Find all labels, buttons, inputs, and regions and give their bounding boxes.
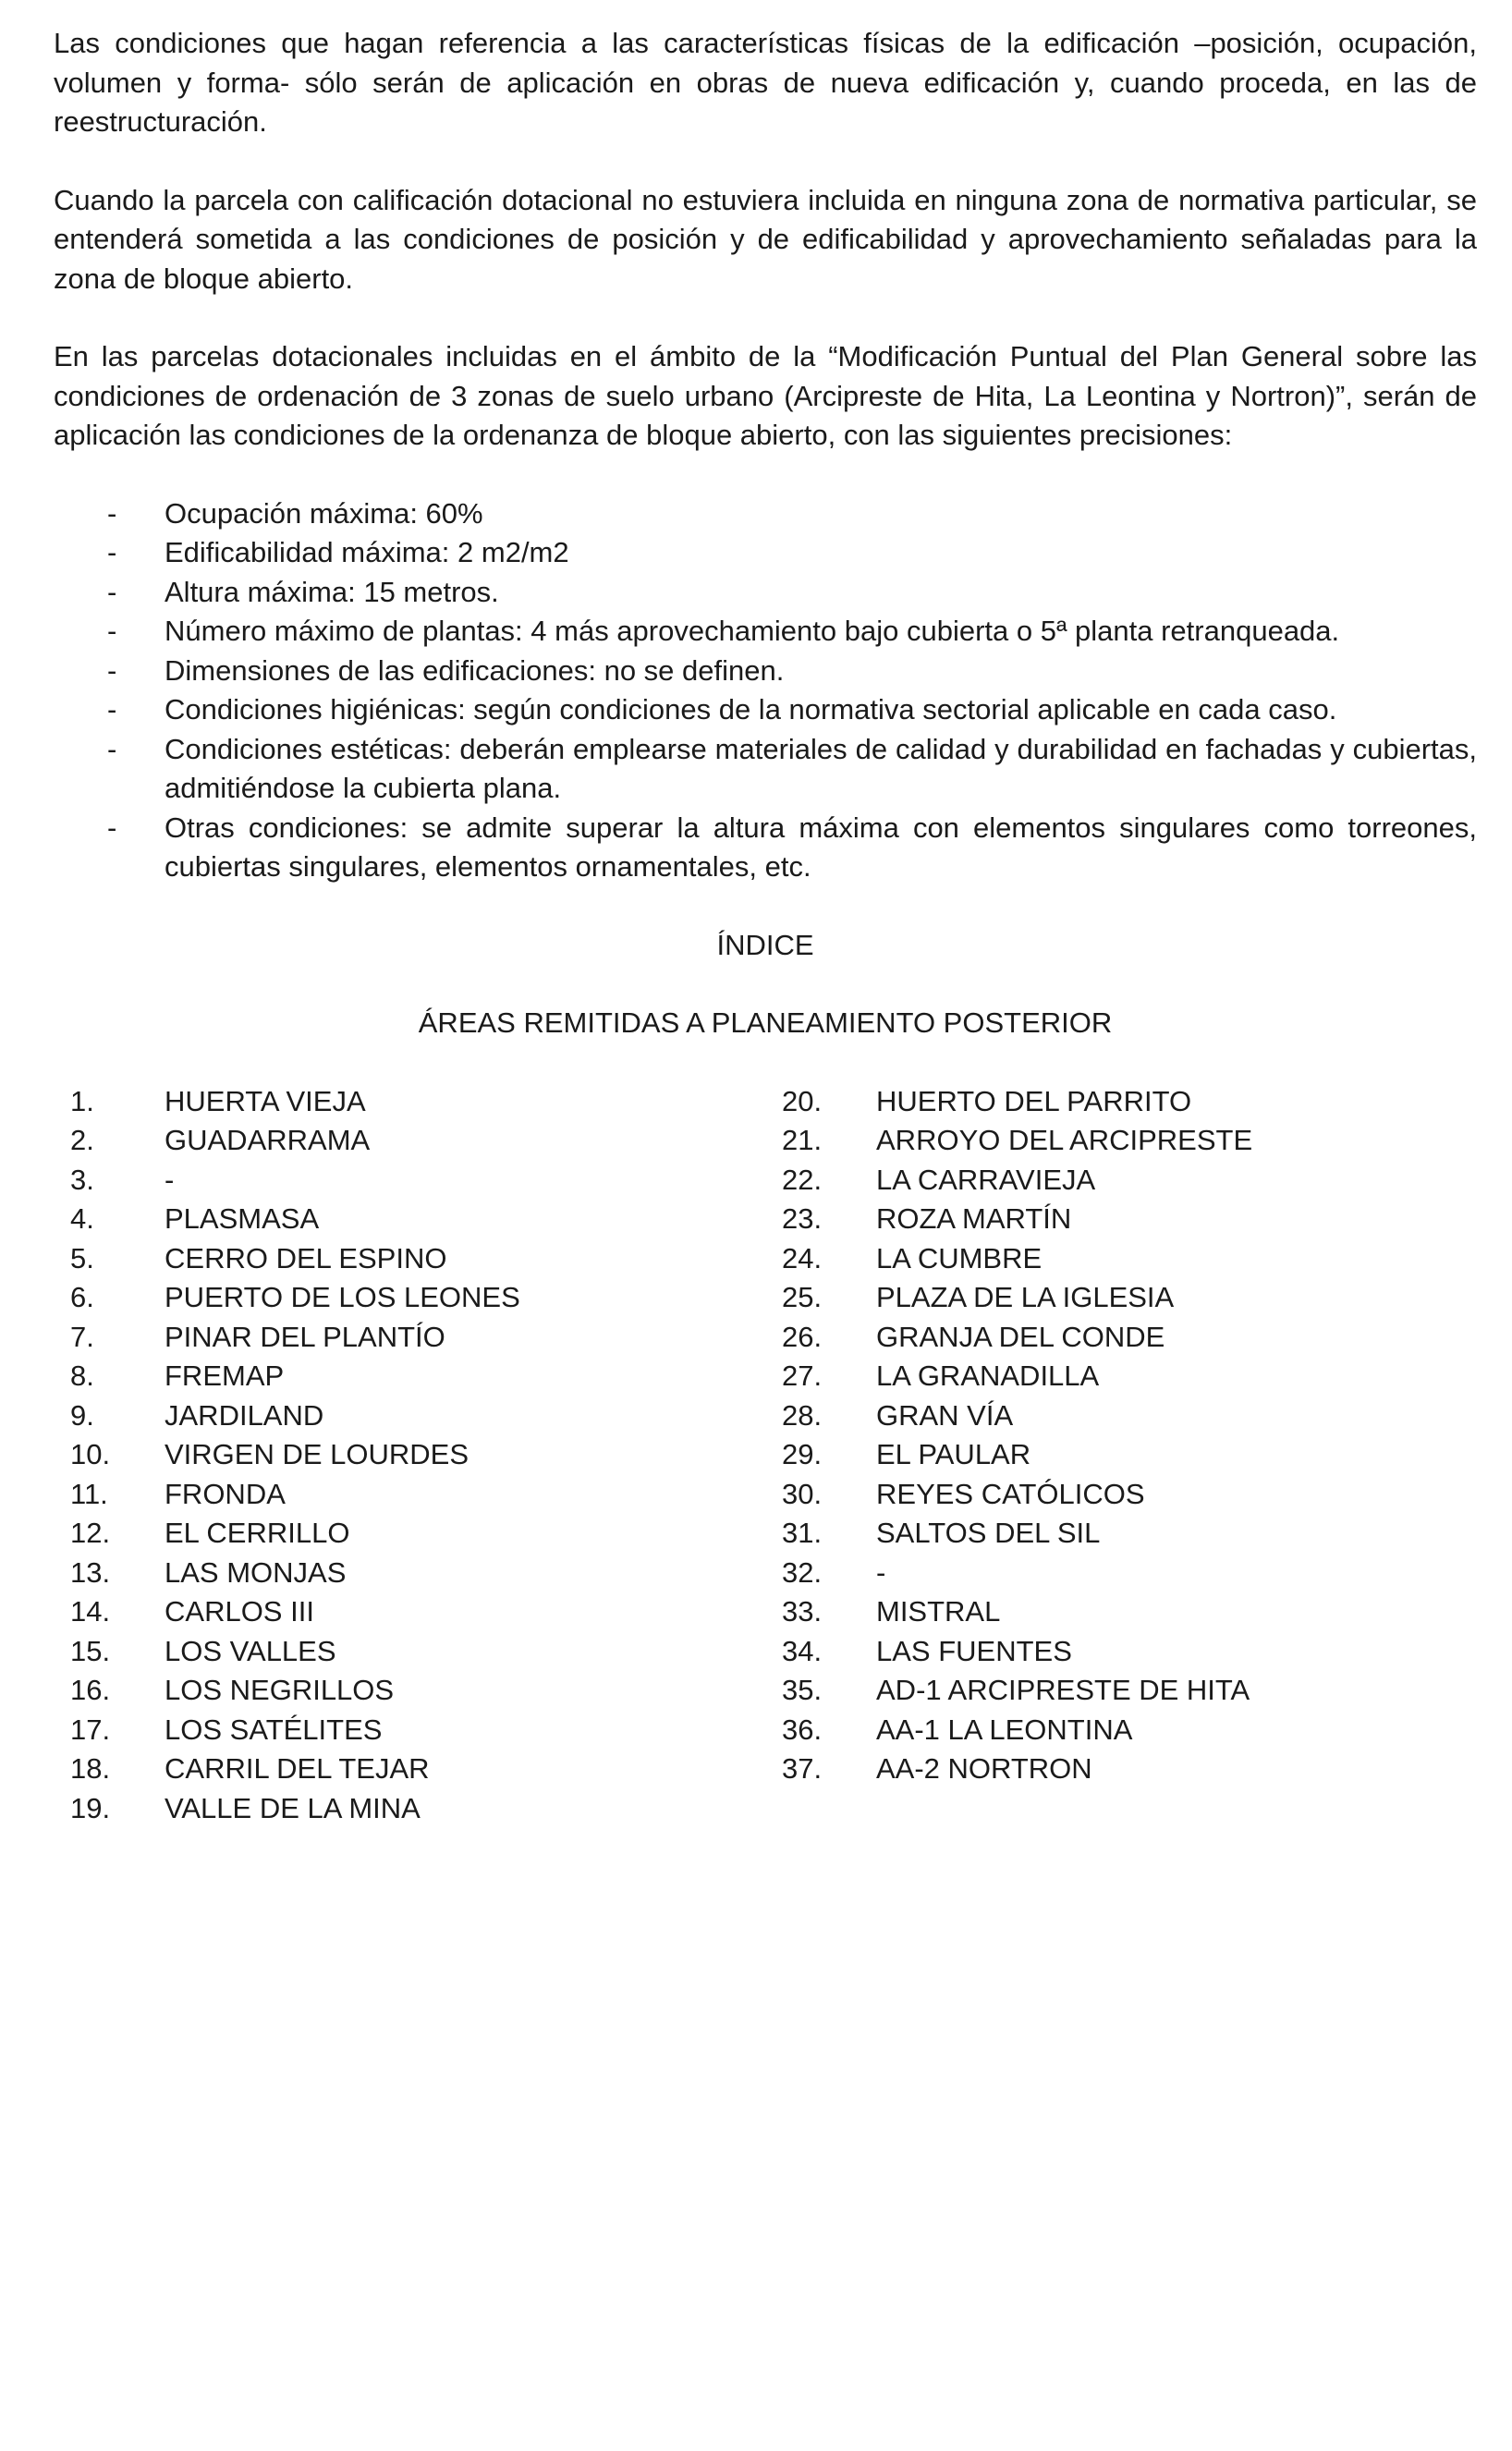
index-entry-name: CARRIL DEL TEJAR <box>165 1752 430 1785</box>
index-entry <box>54 1475 765 1515</box>
index-entry <box>54 1396 765 1436</box>
index-entry-name: LOS SATÉLITES <box>165 1713 383 1746</box>
index-entry-number: 32. <box>782 1555 823 1589</box>
list-item-text: Otras condiciones: se admite superar la altura máxima con elementos singulares como torreones, cubiertas singulares, elementos ornamentales, etc. <box>165 811 1477 883</box>
index-entry <box>765 1592 1477 1632</box>
index-entry-name: HUERTA VIEJA <box>165 1084 366 1117</box>
index-entry-name: - <box>165 1163 175 1196</box>
index-entry-name: LOS NEGRILLOS <box>165 1674 395 1706</box>
index-entry <box>54 1278 765 1318</box>
list-item <box>54 533 1477 573</box>
index-entry-name: EL CERRILLO <box>165 1517 350 1549</box>
list-item-text: Condiciones estéticas: deberán emplearse materiales de calidad y durabilidad en fachadas y cubiertas, admitiéndose la cubierta plana. <box>165 732 1477 804</box>
index-entry-number: 5. <box>70 1241 94 1274</box>
index-entry-number: 36. <box>782 1713 823 1746</box>
index-entry-number: 37. <box>782 1752 823 1785</box>
index-entry-name: CERRO DEL ESPINO <box>165 1241 447 1274</box>
index-entry-name: PLAZA DE LA IGLESIA <box>876 1281 1175 1313</box>
paragraph-modificacion: En las parcelas dotacionales incluidas en el ámbito de la “Modificación Puntual del Plan General sobre las condiciones de ordenación de 3 zonas de suelo urbano (Arcipreste de Hita, La Leontina y Nortron)”, serán de aplicación las condiciones de la ordenanza de bloque abierto, con las siguientes precisiones: <box>54 340 1477 451</box>
index-entry-name: PUERTO DE LOS LEONES <box>165 1281 520 1313</box>
index-entry-number: 3. <box>70 1163 94 1196</box>
index-entry-number: 1. <box>70 1084 94 1117</box>
index-entry <box>765 1357 1477 1396</box>
index-entry-name: ARROYO DEL ARCIPRESTE <box>876 1124 1253 1156</box>
index-entry <box>54 1514 765 1554</box>
index-entry-name: PLASMASA <box>165 1202 320 1235</box>
bullet-marker: - <box>107 653 117 687</box>
index-entry-number: 34. <box>782 1634 823 1667</box>
index-entry-number: 31. <box>782 1517 823 1549</box>
index-entry-name: LAS MONJAS <box>165 1555 347 1589</box>
index-entry-name: SALTOS DEL SIL <box>876 1517 1101 1549</box>
index-entry <box>765 1396 1477 1436</box>
index-entry <box>54 1161 765 1201</box>
index-entry <box>765 1435 1477 1475</box>
index-entry-number: 17. <box>70 1713 111 1746</box>
list-item <box>54 652 1477 691</box>
index-entry-number: 4. <box>70 1202 94 1235</box>
index-entry-number: 15. <box>70 1634 111 1667</box>
index-entry-name: LA CUMBRE <box>876 1241 1043 1274</box>
index-entry-number: 11. <box>70 1477 108 1510</box>
index-entry <box>765 1278 1477 1318</box>
index-entry <box>54 1789 765 1829</box>
index-entry-number: 28. <box>782 1398 823 1432</box>
index-column-left <box>54 1082 765 1829</box>
index-title: ÍNDICE <box>716 928 814 961</box>
bullet-marker: - <box>107 693 117 726</box>
index-entry-number: 19. <box>70 1791 111 1824</box>
index-entry-number: 26. <box>782 1320 823 1353</box>
document-page <box>54 24 1477 1828</box>
index-entry <box>765 1750 1477 1789</box>
paragraph-conditions: Las condiciones que hagan referencia a las características físicas de la edificación –posición, ocupación, volumen y forma- sólo serán de aplicación en obras de nueva edificación y, cuando proceda, en las de reestructuración. <box>54 27 1477 138</box>
index-entry-name: PINAR DEL PLANTÍO <box>165 1320 445 1353</box>
index-entry-name: REYES CATÓLICOS <box>876 1477 1145 1510</box>
index-entry <box>765 1318 1477 1358</box>
index-entry-number: 14. <box>70 1595 111 1628</box>
index-entry-name: HUERTO DEL PARRITO <box>876 1084 1192 1117</box>
index-entry-name: JARDILAND <box>165 1398 324 1432</box>
index-entry-number: 9. <box>70 1398 94 1432</box>
index-entry-number: 6. <box>70 1281 94 1313</box>
index-entry <box>54 1750 765 1789</box>
index-entry-name: GRAN VÍA <box>876 1398 1014 1432</box>
index-entry <box>765 1121 1477 1161</box>
index-entry-number: 20. <box>782 1084 823 1117</box>
index-entry <box>765 1161 1477 1201</box>
list-item-text: Condiciones higiénicas: según condiciones de la normativa sectorial aplicable en cada caso. <box>165 693 1337 726</box>
index-entry-number: 29. <box>782 1438 823 1470</box>
index-entry-number: 22. <box>782 1163 823 1196</box>
index-entry-name: LOS VALLES <box>165 1634 336 1667</box>
index-entry-number: 24. <box>782 1241 823 1274</box>
list-item-text: Dimensiones de las edificaciones: no se definen. <box>165 653 785 687</box>
index-entry-name: AA-2 NORTRON <box>876 1752 1092 1785</box>
list-item <box>54 612 1477 652</box>
index-entry-number: 27. <box>782 1360 823 1392</box>
index-entry-name: AD-1 ARCIPRESTE DE HITA <box>876 1674 1250 1706</box>
index-entry <box>54 1200 765 1239</box>
index-entry <box>765 1082 1477 1122</box>
list-item <box>54 809 1477 887</box>
list-item <box>54 494 1477 534</box>
index-entry <box>54 1435 765 1475</box>
bullet-marker: - <box>107 615 117 647</box>
index-entry <box>54 1554 765 1593</box>
index-entry-name: MISTRAL <box>876 1595 1001 1628</box>
index-entry-number: 7. <box>70 1320 94 1353</box>
index-entry-name: VIRGEN DE LOURDES <box>165 1438 469 1470</box>
list-item-text: Número máximo de plantas: 4 más aprovechamiento bajo cubierta o 5ª planta retranqueada. <box>165 615 1340 647</box>
index-entry-name: - <box>876 1555 886 1589</box>
index-entry-name: LAS FUENTES <box>876 1634 1072 1667</box>
bullet-marker: - <box>107 732 117 765</box>
index-column-right <box>765 1082 1477 1829</box>
index-entry-name: LA GRANADILLA <box>876 1360 1100 1392</box>
bullet-marker: - <box>107 575 117 608</box>
index-entry-name: CARLOS III <box>165 1595 314 1628</box>
index-entry-number: 18. <box>70 1752 111 1785</box>
index-entry <box>765 1514 1477 1554</box>
index-entry <box>54 1671 765 1711</box>
index-entry <box>54 1632 765 1672</box>
index-entry-number: 2. <box>70 1124 94 1156</box>
index-entry-name: GUADARRAMA <box>165 1124 371 1156</box>
index-entry-number: 35. <box>782 1674 823 1706</box>
index-entry-name: EL PAULAR <box>876 1438 1031 1470</box>
index-entry-number: 33. <box>782 1595 823 1628</box>
index-entry-number: 8. <box>70 1360 94 1392</box>
index-table <box>54 1082 1477 1829</box>
index-entry-number: 21. <box>782 1124 823 1156</box>
index-entry <box>765 1554 1477 1593</box>
bullet-marker: - <box>107 811 117 844</box>
index-entry-name: FREMAP <box>165 1360 285 1392</box>
index-entry <box>54 1239 765 1279</box>
index-entry <box>765 1711 1477 1750</box>
bullet-marker: - <box>107 496 117 530</box>
index-entry-number: 13. <box>70 1555 111 1589</box>
list-item-text: Ocupación máxima: 60% <box>165 496 483 530</box>
index-entry-number: 23. <box>782 1202 823 1235</box>
index-entry <box>765 1200 1477 1239</box>
index-entry-number: 12. <box>70 1517 111 1549</box>
index-entry <box>54 1318 765 1358</box>
index-entry <box>54 1357 765 1396</box>
index-entry <box>765 1239 1477 1279</box>
conditions-list <box>54 494 1477 887</box>
index-entry-number: 10. <box>70 1438 111 1470</box>
index-entry-number: 25. <box>782 1281 823 1313</box>
index-entry-number: 16. <box>70 1674 111 1706</box>
index-entry-name: VALLE DE LA MINA <box>165 1791 421 1824</box>
index-entry <box>54 1082 765 1122</box>
bullet-marker: - <box>107 536 117 568</box>
list-item <box>54 573 1477 613</box>
index-entry <box>765 1475 1477 1515</box>
list-item <box>54 690 1477 730</box>
list-item <box>54 730 1477 809</box>
index-entry <box>54 1711 765 1750</box>
index-entry <box>54 1592 765 1632</box>
index-entry <box>54 1121 765 1161</box>
index-entry-name: FRONDA <box>165 1477 286 1510</box>
index-entry-name: ROZA MARTÍN <box>876 1202 1072 1235</box>
index-subtitle: ÁREAS REMITIDAS A PLANEAMIENTO POSTERIOR <box>418 1006 1113 1039</box>
index-entry-name: GRANJA DEL CONDE <box>876 1320 1165 1353</box>
index-entry-number: 30. <box>782 1477 823 1510</box>
list-item-text: Edificabilidad máxima: 2 m2/m2 <box>165 536 569 568</box>
paragraph-dotacional: Cuando la parcela con calificación dotacional no estuviera incluida en ninguna zona de normativa particular, se entenderá sometida a las condiciones de posición y de edificabilidad y aprovechamiento señaladas para la zona de bloque abierto. <box>54 183 1477 295</box>
index-entry <box>765 1632 1477 1672</box>
index-entry-name: LA CARRAVIEJA <box>876 1163 1096 1196</box>
list-item-text: Altura máxima: 15 metros. <box>165 575 499 608</box>
index-entry <box>765 1671 1477 1711</box>
index-entry-name: AA-1 LA LEONTINA <box>876 1713 1133 1746</box>
